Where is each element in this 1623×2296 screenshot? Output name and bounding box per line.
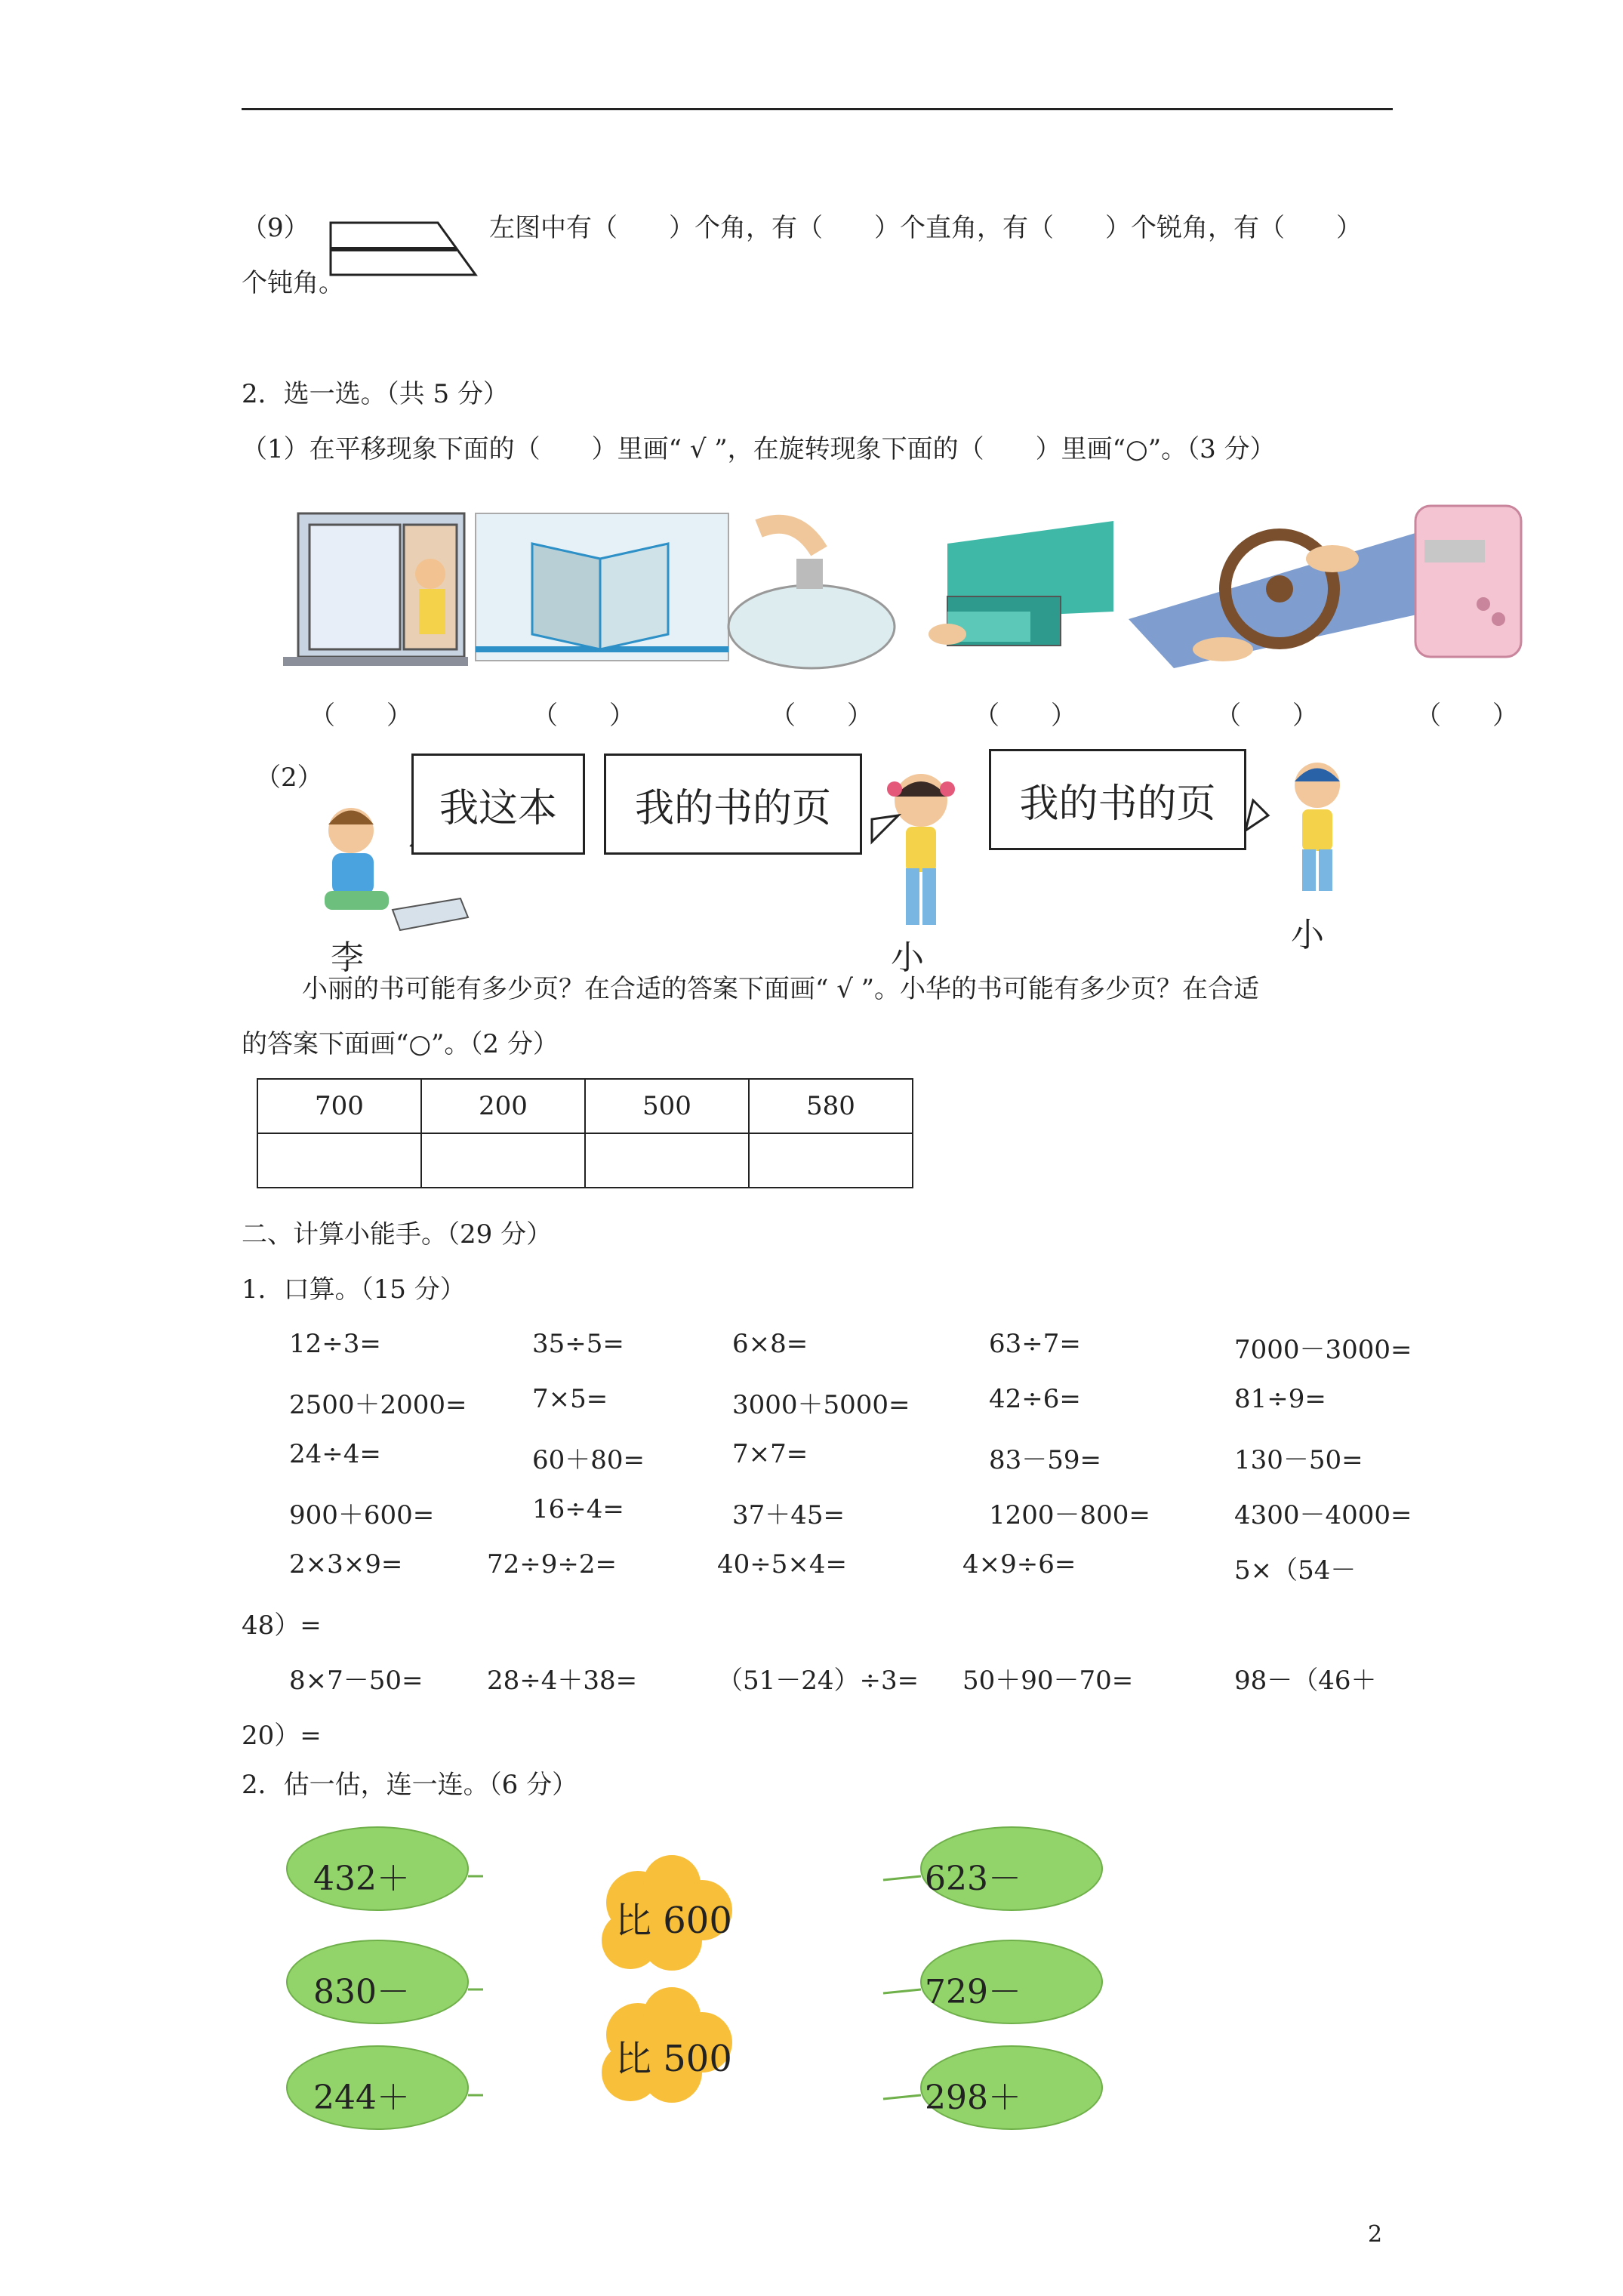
estimate-title: 2．估一估，连一连。（6 分）	[242, 1770, 578, 1800]
calc-item: 4300－4000=	[1234, 1500, 1412, 1530]
calc-item: 5×（54－	[1234, 1555, 1357, 1586]
page-number: 2	[1368, 2221, 1383, 2248]
leaf-right-2-text	[925, 1965, 1021, 1987]
answer-paren-1[interactable]: （ ）	[310, 701, 412, 731]
section2-sub2-label: （2）	[255, 763, 323, 793]
answer-cell[interactable]	[749, 1133, 913, 1188]
flower-2-label: 比 500	[615, 2038, 732, 2080]
option-cell: 700	[257, 1079, 421, 1133]
calc-item: 40÷5×4=	[717, 1549, 847, 1579]
name-label-3: 小	[1291, 916, 1324, 954]
calc-item: （51－24）÷3=	[717, 1666, 919, 1696]
calc-item: 28÷4＋38=	[487, 1666, 638, 1696]
answer-paren-6[interactable]: （ ）	[1415, 701, 1518, 731]
header-rule	[242, 108, 1393, 110]
calc-wrap: 20）=	[242, 1721, 322, 1751]
leaf-right-1-text	[925, 1851, 1021, 1874]
calc-wrap: 48）=	[242, 1610, 322, 1641]
calc-item: 72÷9÷2=	[487, 1549, 617, 1579]
calc-item: 50＋90－70=	[962, 1666, 1134, 1696]
calc-item: 12÷3=	[289, 1329, 381, 1359]
answer-cell[interactable]	[585, 1133, 749, 1188]
calc-item: 2500＋2000=	[289, 1390, 467, 1420]
option-cell: 200	[421, 1079, 585, 1133]
section2-desc1: 小丽的书可能有多少页？在合适的答案下面画“ √ ”。小华的书可能有多少页？在合适	[302, 974, 1260, 1004]
cd-player-picture	[1415, 506, 1521, 657]
answer-paren-4[interactable]: （ ）	[974, 701, 1076, 731]
calc-item: 7000－3000=	[1234, 1335, 1412, 1365]
part2-title: 二、计算小能手。（29 分）	[242, 1219, 553, 1250]
motion-pictures	[283, 498, 1536, 687]
q9-line2: 个钝角。	[242, 268, 344, 298]
calc-item: 98－（46＋	[1234, 1666, 1377, 1696]
flower-1-label: 比 600	[615, 1900, 732, 1942]
oral-calc-title: 1．口算。（15 分）	[242, 1274, 466, 1305]
calc-item: 63÷7=	[989, 1329, 1081, 1359]
speech-bubble-1: 我这本	[411, 754, 585, 855]
answer-paren-2[interactable]: （ ）	[532, 701, 635, 731]
calc-item: 16÷4=	[532, 1494, 624, 1524]
speech-bubble-3: 我的书的页	[989, 749, 1246, 850]
leaf-left-1-text	[313, 1851, 410, 1874]
name-label-1: 李	[331, 938, 364, 977]
calc-item: 60＋80=	[532, 1445, 645, 1475]
answer-row	[257, 1133, 913, 1188]
leaf-left-3-text	[313, 2070, 410, 2093]
option-cell: 580	[749, 1079, 913, 1133]
calc-item: 35÷5=	[532, 1329, 624, 1359]
calc-item: 130－50=	[1234, 1445, 1363, 1475]
answer-paren-5[interactable]: （ ）	[1215, 701, 1318, 731]
answer-cell[interactable]	[257, 1133, 421, 1188]
boy-standing-figure	[1295, 763, 1340, 891]
calc-item: 900＋600=	[289, 1500, 435, 1530]
calc-item: 6×8=	[732, 1329, 808, 1359]
leaf-right-3-text	[925, 2070, 1021, 2093]
calc-item: 42÷6=	[989, 1384, 1081, 1414]
girl-figure	[887, 774, 955, 925]
trapezoid-figure	[325, 219, 483, 279]
section2-title: 2．选一选。（共 5 分）	[242, 379, 509, 409]
calc-item: 7×7=	[732, 1439, 808, 1469]
q9-number: （9）	[242, 213, 310, 243]
leaf-left-2-text	[313, 1965, 410, 1987]
answer-paren-3[interactable]: （ ）	[770, 701, 873, 731]
calc-item: 37＋45=	[732, 1500, 845, 1530]
calc-item: 8×7－50=	[289, 1666, 423, 1696]
faucet-picture	[728, 524, 895, 668]
page-count-options-table	[257, 1078, 913, 1188]
name-label-2: 小	[891, 938, 924, 977]
revolving-door-picture	[476, 513, 728, 661]
calc-item: 81÷9=	[1234, 1384, 1326, 1414]
calc-item: 3000＋5000=	[732, 1390, 910, 1420]
speech-bubble-2: 我的书的页	[604, 754, 862, 855]
calc-item: 4×9÷6=	[962, 1549, 1076, 1579]
options-row	[257, 1079, 913, 1133]
section2-desc2: 的答案下面画“○”。（2 分）	[242, 1029, 559, 1059]
calc-item: 2×3×9=	[289, 1549, 403, 1579]
calc-item: 24÷4=	[289, 1439, 381, 1469]
drawer-picture	[929, 521, 1113, 646]
answer-cell[interactable]	[421, 1133, 585, 1188]
window-picture	[283, 513, 468, 666]
section2-sub1: （1）在平移现象下面的（ ）里画“ √ ”，在旋转现象下面的（ ）里画“○”。（3 分）	[242, 434, 1276, 464]
calc-item: 83－59=	[989, 1445, 1102, 1475]
steering-wheel-picture	[1129, 529, 1431, 668]
calc-item: 1200－800=	[989, 1500, 1150, 1530]
q9-line1: 左图中有（ ）个角，有（ ）个直角，有（ ）个锐角，有（ ）	[489, 213, 1362, 243]
option-cell: 500	[585, 1079, 749, 1133]
calc-item: 7×5=	[532, 1384, 608, 1414]
